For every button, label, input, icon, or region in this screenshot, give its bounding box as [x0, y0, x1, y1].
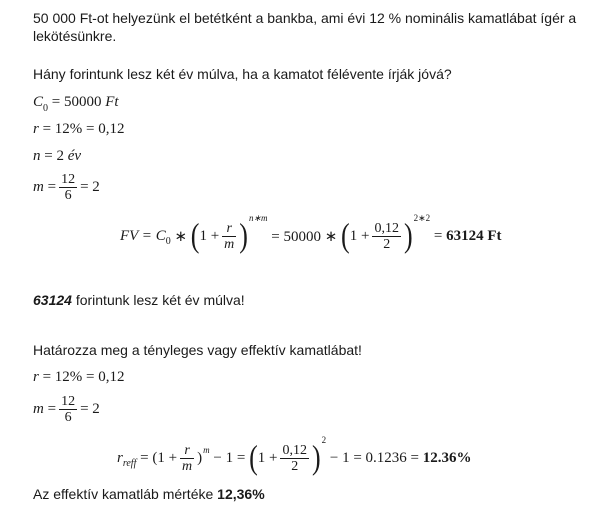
intro-line-2: lekötésünkre.	[33, 28, 117, 44]
reff-formula: r reff = (1 + $\frac{r}{m}$ ) m − 1 = ( 1 + $\frac{0,12}{2}$ ) 2 − 1 = 0.1236 = 12.36%	[117, 435, 472, 477]
m2-definition: m = $\frac{12}{6}$ = 2	[33, 394, 100, 425]
fv-formula: FV = C 0 ∗ ( 1 + $\frac{r}{m}$ ) n∗m = 50000 ∗ ( 1 + $\frac{0,12}{2}$ ) 2∗2 = 63124 Ft	[120, 212, 502, 255]
intro-line-1: 50 000 Ft-ot helyezünk el betétként a bankba, ami évi 12 % nominális kamatlábat ígér a	[33, 10, 577, 26]
answer-1: 63124 forintunk lesz két év múlva!	[33, 292, 245, 308]
reff-r-over-m-fraction: $\frac{r}{m}$	[182, 442, 193, 474]
n-definition: n = 2 év	[33, 148, 82, 164]
m-definition: m = $\frac{12}{6}$ = 2	[33, 172, 100, 203]
rate-half-fraction: $\frac{0,12}{2}$	[374, 220, 399, 252]
question-2: Határozza meg a tényleges vagy effektív kamatlábat!	[33, 342, 362, 358]
r-over-m-fraction: $\frac{r}{m}$	[224, 220, 235, 252]
reff-result: 12.36%	[422, 449, 472, 466]
r-definition: r = 12% = 0,12	[33, 121, 125, 137]
r2-definition: r = 12% = 0,12	[33, 369, 125, 385]
c0-definition: $C_0 = 50000$ Ft	[33, 94, 119, 114]
answer-2: Az effektív kamatláb mértéke 12,36%	[33, 486, 265, 502]
m2-fraction: $\frac{12}{6}$	[61, 394, 76, 425]
fv-result: 63124 Ft	[446, 227, 502, 244]
reff-rate-half-fraction: $\frac{0,12}{2}$	[282, 442, 307, 474]
m-fraction: $\frac{12}{6}$	[61, 172, 76, 203]
question-1: Hány forintunk lesz két év múlva, ha a kamatot félévente írják jóvá?	[33, 66, 452, 82]
